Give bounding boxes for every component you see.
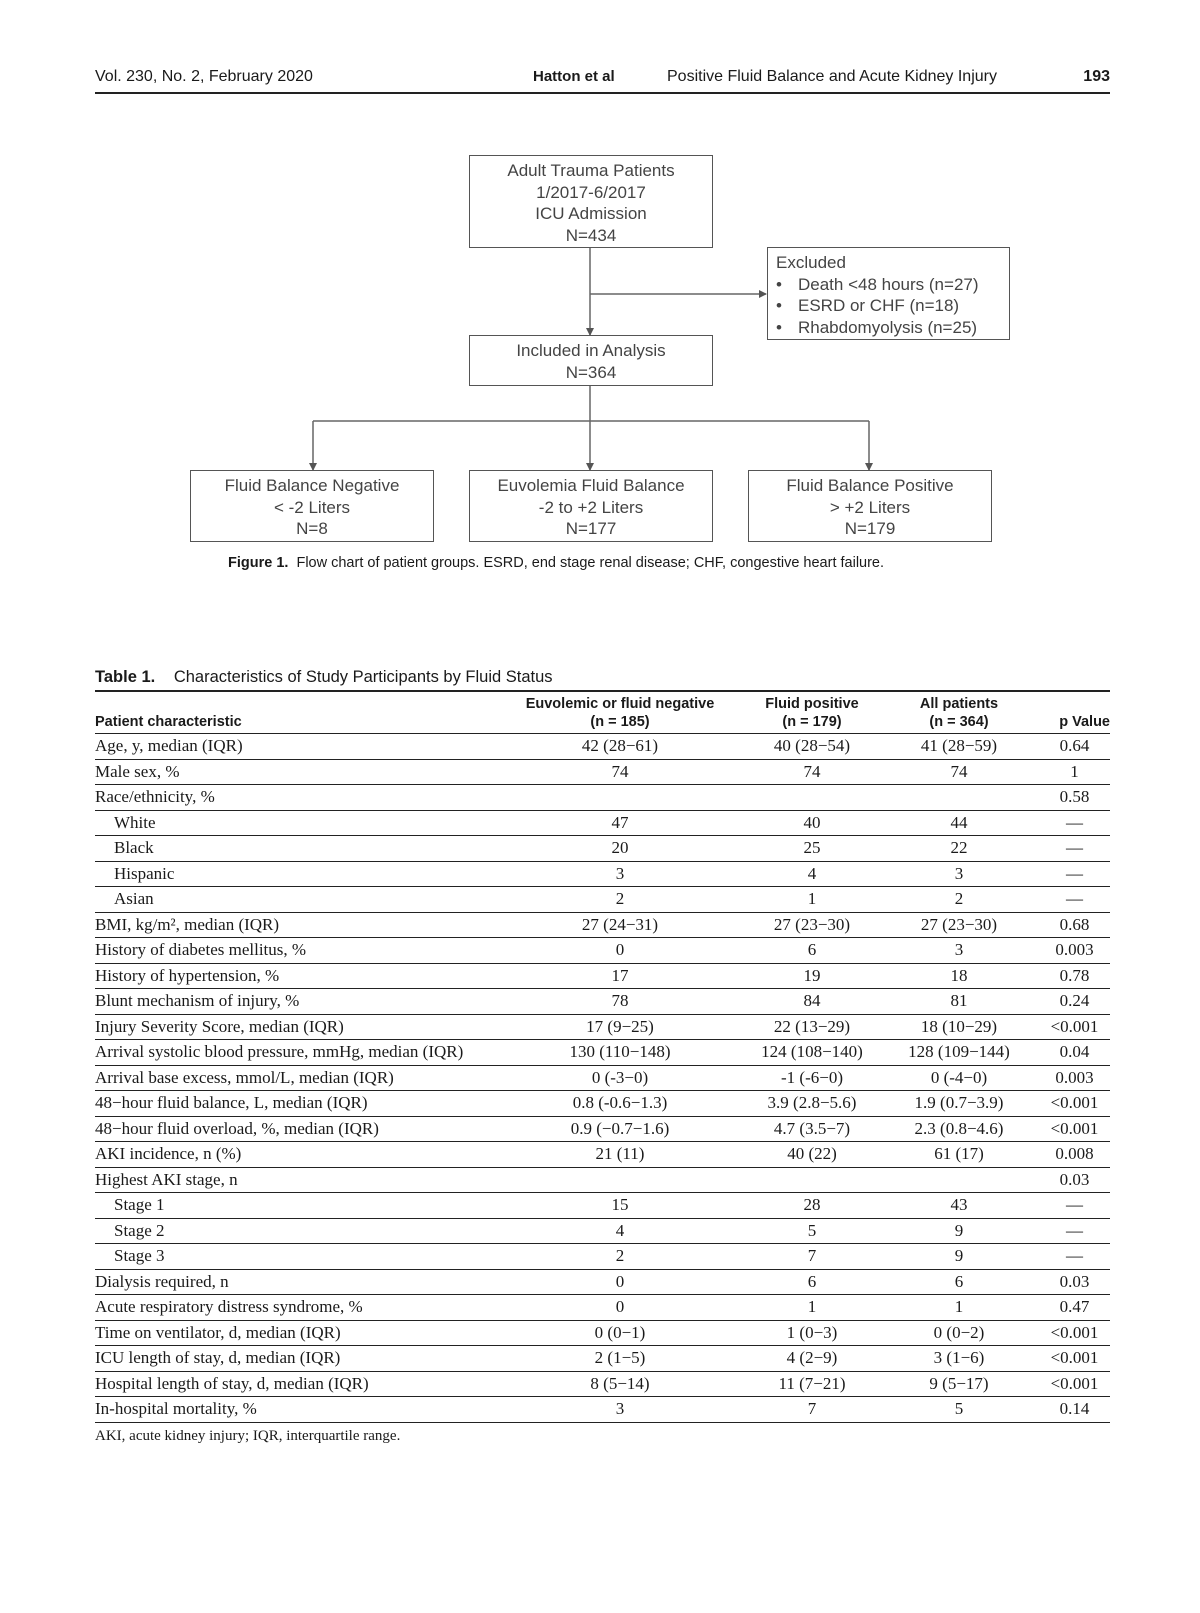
row-label: Acute respiratory distress syndrome, %: [95, 1295, 495, 1321]
table-row: [95, 938, 1110, 964]
table-row: [95, 1295, 1110, 1321]
cell-p-value: 0.64: [1039, 734, 1110, 760]
flow-top-line-1: Adult Trauma Patients: [507, 161, 675, 180]
table-body: [95, 734, 1110, 1423]
included-line-1: Included in Analysis: [516, 341, 666, 360]
excluded-item: • Rhabdomyolysis (n=25): [776, 317, 1009, 339]
header-euvolemic-n: (n = 185): [590, 714, 650, 730]
row-label: BMI, kg/m², median (IQR): [95, 912, 495, 938]
cell-fluid-positive: [745, 1167, 879, 1193]
row-label: Hospital length of stay, d, median (IQR): [95, 1371, 495, 1397]
running-authors: Hatton et al: [533, 68, 615, 85]
row-label: Dialysis required, n: [95, 1269, 495, 1295]
row-label: History of hypertension, %: [95, 963, 495, 989]
header-all-patients-n: (n = 364): [929, 714, 989, 730]
group-euvolemia-line-3: N=177: [565, 519, 617, 538]
flow-box-positive: [748, 470, 992, 542]
cell-fluid-positive: 6: [745, 938, 879, 964]
flow-box-euvolemia: [469, 470, 713, 542]
cell-fluid-positive: 27 (23−30): [745, 912, 879, 938]
cell-euvolemic: 0: [495, 1269, 745, 1295]
table-header-row: [95, 691, 1110, 734]
group-euvolemia-line-1: Euvolemia Fluid Balance: [497, 476, 685, 495]
row-label: Injury Severity Score, median (IQR): [95, 1014, 495, 1040]
row-label: Age, y, median (IQR): [95, 734, 495, 760]
cell-all-patients: 41 (28−59): [879, 734, 1039, 760]
flow-box-negative: [190, 470, 434, 542]
cell-p-value: 0.03: [1039, 1269, 1110, 1295]
cell-all-patients: 2: [879, 887, 1039, 913]
table-footnote: AKI, acute kidney injury; IQR, interquartile range.: [95, 1428, 401, 1444]
cell-fluid-positive: 19: [745, 963, 879, 989]
cell-euvolemic: 20: [495, 836, 745, 862]
table-row: [95, 759, 1110, 785]
cell-fluid-positive: 1 (0−3): [745, 1320, 879, 1346]
cell-euvolemic: 0.8 (-0.6−1.3): [495, 1091, 745, 1117]
cell-all-patients: 3 (1−6): [879, 1346, 1039, 1372]
table-row: [95, 1244, 1110, 1270]
cell-fluid-positive: 3.9 (2.8−5.6): [745, 1091, 879, 1117]
cell-euvolemic: 3: [495, 1397, 745, 1423]
row-label: Time on ventilator, d, median (IQR): [95, 1320, 495, 1346]
cell-euvolemic: 0 (0−1): [495, 1320, 745, 1346]
cell-p-value: 0.24: [1039, 989, 1110, 1015]
cell-all-patients: 9: [879, 1244, 1039, 1270]
cell-euvolemic: 0: [495, 1295, 745, 1321]
cell-all-patients: 128 (109−144): [879, 1040, 1039, 1066]
cell-fluid-positive: 7: [745, 1244, 879, 1270]
cell-euvolemic: [495, 785, 745, 811]
cell-all-patients: 3: [879, 861, 1039, 887]
cell-euvolemic: 130 (110−148): [495, 1040, 745, 1066]
header-fluid-positive-n: (n = 179): [782, 714, 842, 730]
cell-fluid-positive: 1: [745, 1295, 879, 1321]
cell-all-patients: 9: [879, 1218, 1039, 1244]
header-all-patients: [879, 691, 1039, 734]
flow-top-line-4: N=434: [565, 225, 617, 245]
cell-p-value: <0.001: [1039, 1014, 1110, 1040]
cell-p-value: —: [1039, 1193, 1110, 1219]
cell-p-value: <0.001: [1039, 1371, 1110, 1397]
cell-euvolemic: 2: [495, 1244, 745, 1270]
cell-all-patients: 61 (17): [879, 1142, 1039, 1168]
excluded-item: • Death <48 hours (n=27): [776, 274, 1009, 296]
table-row: [95, 836, 1110, 862]
row-label: Arrival base excess, mmol/L, median (IQR): [95, 1065, 495, 1091]
cell-fluid-positive: 25: [745, 836, 879, 862]
cell-euvolemic: 2: [495, 887, 745, 913]
table-row: [95, 734, 1110, 760]
cell-euvolemic: 0 (-3−0): [495, 1065, 745, 1091]
cell-fluid-positive: 40 (22): [745, 1142, 879, 1168]
group-positive-line-3: N=179: [844, 519, 896, 538]
row-label: White: [95, 810, 495, 836]
table-label: Table 1.: [95, 668, 156, 686]
cell-p-value: 0.14: [1039, 1397, 1110, 1423]
cell-fluid-positive: 6: [745, 1269, 879, 1295]
cell-euvolemic: 47: [495, 810, 745, 836]
table-row: [95, 989, 1110, 1015]
flow-box-excluded: [767, 247, 1010, 340]
flow-top-line-2: 1/2017-6/2017: [536, 182, 646, 202]
cell-fluid-positive: 4 (2−9): [745, 1346, 879, 1372]
cell-fluid-positive: 5: [745, 1218, 879, 1244]
table-row: [95, 963, 1110, 989]
cell-all-patients: 27 (23−30): [879, 912, 1039, 938]
group-negative-line-2: < -2 Liters: [273, 497, 351, 517]
table-row: [95, 1193, 1110, 1219]
cell-p-value: —: [1039, 887, 1110, 913]
cell-fluid-positive: 4: [745, 861, 879, 887]
group-positive-line-2: > +2 Liters: [829, 497, 911, 517]
row-label: Blunt mechanism of injury, %: [95, 989, 495, 1015]
excluded-title: Excluded: [776, 253, 846, 272]
group-positive-line-1: Fluid Balance Positive: [786, 476, 954, 495]
table-row: [95, 1397, 1110, 1423]
table-row: [95, 887, 1110, 913]
cell-p-value: <0.001: [1039, 1346, 1110, 1372]
row-label: Black: [95, 836, 495, 862]
cell-fluid-positive: 11 (7−21): [745, 1371, 879, 1397]
cell-fluid-positive: -1 (-6−0): [745, 1065, 879, 1091]
cell-p-value: —: [1039, 1218, 1110, 1244]
cell-p-value: <0.001: [1039, 1091, 1110, 1117]
row-label: Hispanic: [95, 861, 495, 887]
cell-all-patients: [879, 785, 1039, 811]
row-label: Highest AKI stage, n: [95, 1167, 495, 1193]
table-row: [95, 1091, 1110, 1117]
cell-all-patients: 18 (10−29): [879, 1014, 1039, 1040]
cell-all-patients: 18: [879, 963, 1039, 989]
group-negative-line-3: N=8: [296, 519, 328, 538]
cell-euvolemic: 74: [495, 759, 745, 785]
cell-euvolemic: 17: [495, 963, 745, 989]
cell-euvolemic: 78: [495, 989, 745, 1015]
cell-euvolemic: 4: [495, 1218, 745, 1244]
table-row: [95, 1065, 1110, 1091]
row-label: Stage 3: [95, 1244, 495, 1270]
header-euvolemic: [495, 691, 745, 734]
cell-p-value: 0.78: [1039, 963, 1110, 989]
table-row: [95, 1167, 1110, 1193]
cell-p-value: 0.003: [1039, 938, 1110, 964]
characteristics-table: [95, 690, 1110, 1423]
cell-p-value: <0.001: [1039, 1116, 1110, 1142]
cell-fluid-positive: 74: [745, 759, 879, 785]
header-p-value: p Value: [1039, 691, 1110, 734]
cell-euvolemic: [495, 1167, 745, 1193]
table-title: [95, 668, 553, 687]
cell-fluid-positive: 7: [745, 1397, 879, 1423]
cell-all-patients: 1: [879, 1295, 1039, 1321]
cell-p-value: 0.008: [1039, 1142, 1110, 1168]
table-row: [95, 1346, 1110, 1372]
row-label: Stage 2: [95, 1218, 495, 1244]
flow-box-adult-trauma: [469, 155, 713, 248]
cell-fluid-positive: 84: [745, 989, 879, 1015]
row-label: Race/ethnicity, %: [95, 785, 495, 811]
table-row: [95, 1116, 1110, 1142]
cell-euvolemic: 15: [495, 1193, 745, 1219]
cell-p-value: —: [1039, 1244, 1110, 1270]
cell-euvolemic: 2 (1−5): [495, 1346, 745, 1372]
row-label: Male sex, %: [95, 759, 495, 785]
cell-p-value: —: [1039, 861, 1110, 887]
cell-all-patients: 81: [879, 989, 1039, 1015]
running-title: Positive Fluid Balance and Acute Kidney Injury: [667, 68, 997, 85]
cell-euvolemic: 42 (28−61): [495, 734, 745, 760]
cell-all-patients: 2.3 (0.8−4.6): [879, 1116, 1039, 1142]
table-row: [95, 1320, 1110, 1346]
cell-all-patients: 22: [879, 836, 1039, 862]
cell-euvolemic: 3: [495, 861, 745, 887]
cell-all-patients: 0 (0−2): [879, 1320, 1039, 1346]
row-label: Arrival systolic blood pressure, mmHg, median (IQR): [95, 1040, 495, 1066]
cell-fluid-positive: 22 (13−29): [745, 1014, 879, 1040]
header-characteristic: Patient characteristic: [95, 691, 495, 734]
excluded-item: • ESRD or CHF (n=18): [776, 295, 1009, 317]
flow-top-line-3: ICU Admission: [535, 204, 647, 223]
table-row: [95, 785, 1110, 811]
cell-euvolemic: 0: [495, 938, 745, 964]
table-row: [95, 1269, 1110, 1295]
cell-fluid-positive: [745, 785, 879, 811]
cell-euvolemic: 21 (11): [495, 1142, 745, 1168]
cell-all-patients: 5: [879, 1397, 1039, 1423]
cell-p-value: <0.001: [1039, 1320, 1110, 1346]
cell-fluid-positive: 28: [745, 1193, 879, 1219]
figure-caption: [228, 555, 884, 571]
cell-fluid-positive: 40 (28−54): [745, 734, 879, 760]
table-row: [95, 1218, 1110, 1244]
row-label: In-hospital mortality, %: [95, 1397, 495, 1423]
cell-all-patients: 0 (-4−0): [879, 1065, 1039, 1091]
table-row: [95, 912, 1110, 938]
cell-all-patients: 44: [879, 810, 1039, 836]
row-label: Asian: [95, 887, 495, 913]
cell-euvolemic: 17 (9−25): [495, 1014, 745, 1040]
cell-fluid-positive: 4.7 (3.5−7): [745, 1116, 879, 1142]
table-row: [95, 1142, 1110, 1168]
table-row: [95, 810, 1110, 836]
cell-euvolemic: 8 (5−14): [495, 1371, 745, 1397]
flow-box-included: [469, 335, 713, 386]
row-label: 48−hour fluid balance, L, median (IQR): [95, 1091, 495, 1117]
cell-p-value: 0.47: [1039, 1295, 1110, 1321]
journal-volume: Vol. 230, No. 2, February 2020: [95, 68, 313, 85]
cell-p-value: 1: [1039, 759, 1110, 785]
table-row: [95, 861, 1110, 887]
included-line-2: N=364: [565, 362, 617, 382]
cell-euvolemic: 0.9 (−0.7−1.6): [495, 1116, 745, 1142]
cell-all-patients: 6: [879, 1269, 1039, 1295]
cell-p-value: 0.003: [1039, 1065, 1110, 1091]
excluded-list: [776, 274, 1009, 339]
header-all-patients-name: All patients: [919, 696, 999, 712]
row-label: ICU length of stay, d, median (IQR): [95, 1346, 495, 1372]
table-title-text: Characteristics of Study Participants by Fluid Status: [173, 668, 553, 686]
page-number: 193: [1083, 68, 1110, 85]
cell-all-patients: 1.9 (0.7−3.9): [879, 1091, 1039, 1117]
cell-fluid-positive: 124 (108−140): [745, 1040, 879, 1066]
table-row: [95, 1040, 1110, 1066]
cell-p-value: —: [1039, 810, 1110, 836]
row-label: 48−hour fluid overload, %, median (IQR): [95, 1116, 495, 1142]
cell-all-patients: 9 (5−17): [879, 1371, 1039, 1397]
cell-euvolemic: 27 (24−31): [495, 912, 745, 938]
header-fluid-positive-name: Fluid positive: [765, 696, 859, 712]
figure-label: Figure 1.: [228, 555, 289, 571]
cell-fluid-positive: 1: [745, 887, 879, 913]
cell-p-value: 0.58: [1039, 785, 1110, 811]
cell-p-value: 0.04: [1039, 1040, 1110, 1066]
cell-all-patients: [879, 1167, 1039, 1193]
cell-all-patients: 43: [879, 1193, 1039, 1219]
cell-all-patients: 74: [879, 759, 1039, 785]
header-fluid-positive: [745, 691, 879, 734]
header-euvolemic-name: Euvolemic or fluid negative: [525, 696, 715, 712]
cell-p-value: 0.03: [1039, 1167, 1110, 1193]
cell-fluid-positive: 40: [745, 810, 879, 836]
group-euvolemia-line-2: -2 to +2 Liters: [538, 497, 644, 517]
group-negative-line-1: Fluid Balance Negative: [224, 476, 400, 495]
cell-all-patients: 3: [879, 938, 1039, 964]
table-row: [95, 1371, 1110, 1397]
cell-p-value: —: [1039, 836, 1110, 862]
row-label: AKI incidence, n (%): [95, 1142, 495, 1168]
row-label: History of diabetes mellitus, %: [95, 938, 495, 964]
cell-p-value: 0.68: [1039, 912, 1110, 938]
figure-caption-text: Flow chart of patient groups. ESRD, end stage renal disease; CHF, congestive heart failure.: [296, 555, 885, 571]
row-label: Stage 1: [95, 1193, 495, 1219]
table-row: [95, 1014, 1110, 1040]
